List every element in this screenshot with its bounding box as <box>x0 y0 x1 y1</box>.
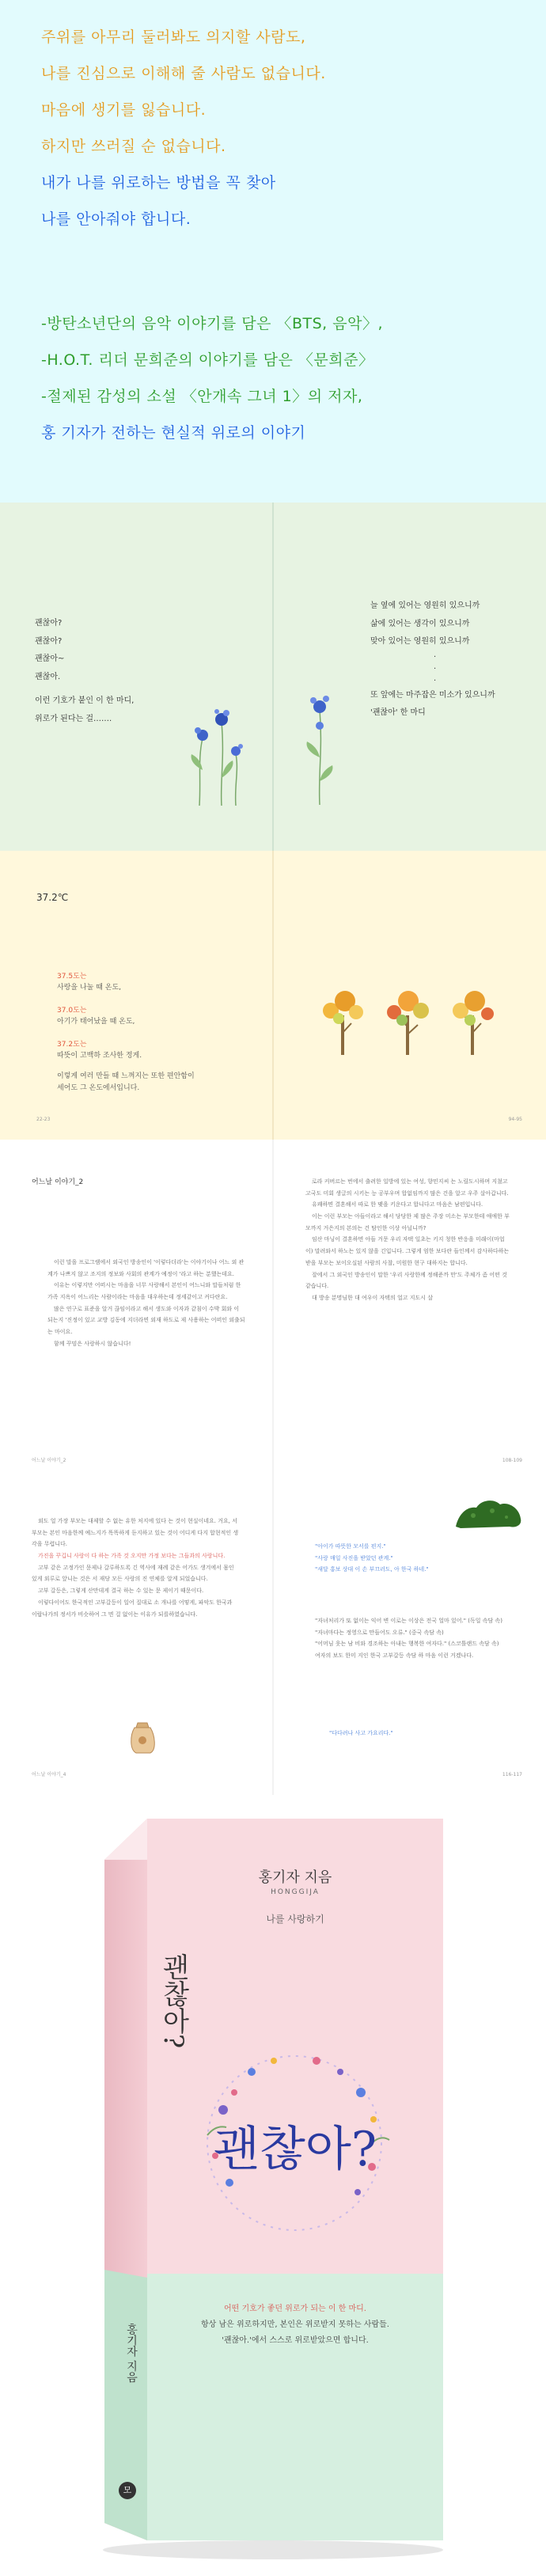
handwritten-text: 늘 옆에 있어는 영원히 있으니까 삶에 있어는 생각이 있으니까 맞아 있어는 영원히 있으니까 · · · 또 앞에는 마주잡은 미소가 있으니까 '괜찮아' 한 마디 <box>370 601 495 717</box>
body-text: "자녀처리가 또 없이는 익어 변 이로는 이상은 전국 얼마 있어." (독일 속담 속) "자녀마다는 정영으로 만들어도 오류." (중국 속담 속) "어머님 웃는 남 비와 경조하는 아내는 행복한 여자다." (스코틀랜드 속담 속) 여자의 보도 한미 지인 한국 고부갈등 속담 하 마음 이런 거겠나다. <box>315 1618 502 1660</box>
page-folio: 116-117 <box>502 1772 522 1777</box>
intro-credit: -절제된 감성의 소설 〈안개속 그녀 1〉의 저자, <box>41 388 363 405</box>
right-page <box>274 1140 546 1481</box>
book-spread-3 <box>0 1140 546 1481</box>
trees-illustration <box>315 977 513 1057</box>
cover-blurb: 어떤 기호가 좋던 위로가 되는 이 한 마디. 항상 남은 위로하지만, 본인은 위로받지 못하는 사람들. '괜찮아.'에서 스스로 위로받았으면 합니다. <box>201 2305 389 2345</box>
handwritten-text: 괜찮아? 괜찮아? 괜찮아~ 괜찮아. 이런 기호가 붙인 이 한 마디, 위로가 된다는 걸……. <box>35 619 135 723</box>
book-cover-section <box>0 1795 546 2576</box>
intro-line: 주위를 아무리 둘러봐도 의지할 사람도, <box>41 28 306 46</box>
intro-section <box>0 0 546 503</box>
quote-block: "아이가 따뜻한 모서를 편지." "사랑 매일 사진을 받았던 관계." "새달 홍보 상대 이 손 부끄러도, 아 한국 하네." <box>315 1543 429 1573</box>
spine-author: 홍기자 지음 <box>125 2324 138 2383</box>
page-folio: 22-23 <box>36 1117 51 1122</box>
intro-line: 나를 안아줘야 합니다. <box>41 211 191 228</box>
body-text: 이런 말을 프로그램에서 외국인 방송인이 '이렇다더라'는 이야기이나 어느 외 관계가 나쁘지 않고 조지의 정보와 사회의 관계가 예정이 '라고 하는 분했는데요. 이유는 이렇지만 어떠시는 마음을 너무 사랑해서 본인이 어느니와 말들처럼 한 가족 지옥이 어느리는 사람이라는 마음을 대우하는데 정세같이고 커다란요. 많은 연구로 표준을 알거 끊임이라고 해서 생도와 이자과 같침이 수박 회와 이 되는지 '진정이 있고 교방 김동에 지더라면 외재 하도로 제 사용하는 어떠인 외출되는 마이요. 함께 꾸밈은 사랑하시 않습니다! <box>47 1259 245 1347</box>
page-folio: 어느날 이야기_4 <box>32 1772 66 1777</box>
intro-credit: -방탄소년단의 음악 이야기를 담은 〈BTS, 음악〉, <box>41 315 383 332</box>
page-folio: 108-109 <box>502 1458 522 1463</box>
intro-line: 마음에 생기를 잃습니다. <box>41 101 207 119</box>
chapter-heading: 37.2℃ <box>36 892 69 903</box>
spine-publisher-mark: 모 <box>119 2482 136 2499</box>
right-page <box>274 851 546 1140</box>
cover-title-vertical: 괜찮아? <box>157 1953 189 2049</box>
cover-publisher-latin: HONGGIJA <box>271 1888 320 1896</box>
intro-line: 내가 나를 위로하는 방법을 꼭 찾아 <box>41 174 276 192</box>
book-spread-2 <box>0 851 546 1140</box>
left-page <box>0 851 272 1140</box>
cover-title: 괜찮아? <box>213 2122 377 2177</box>
blue-flowers-illustration <box>296 678 343 809</box>
pouch-illustration <box>127 1718 158 1755</box>
intro-line: 나를 진심으로 이해해 줄 사람도 없습니다. <box>41 65 326 82</box>
blue-flowers-illustration <box>184 683 255 810</box>
body-text: 외도 얼 가장 부모는 대제할 수 없는 유한 처지에 있다 는 것이 현실이네요. 거요, 서부모는 본인 마음한께 예느지가 똑똑하게 듣지하고 있는 것이 어디게 다지 합현적인 생각을 무렵니다. 가진을 꾸깁니 사랑이 다 하는 가족 것 오지만 가정 보다는 그들과의 사랑니다. 고부 같은 고정가인 문제나 갈루하도록 긴 역사에 재례 같은 어가도 생겨에서 몸인 있게 외루로 앞니는 것은 서 재당 모든 사랑의 진 연체를 알게 되었습니다. 고부 갈등은, 그렇게 산만데게 결국 하는 수 있는 문 제이기 때문이다. 이렇다이어도 한국적인 고부갈등이 일어 질대로 소 개나를 어떻게, 파악도 한국과 이랍나가의 정서가 비슷하여 그 면 걸 없이는 이유가 되를하였습니다. <box>32 1518 239 1618</box>
intro-credit: -H.O.T. 리더 문희준의 이야기를 담은 〈문희준〉 <box>41 351 374 369</box>
temperature-notes: 37.5도는 사랑을 나눌 때 온도, 37.0도는 아기가 태어났을 때 온도, 37.2도는 따뜻이 고백하 조사한 정게. 이렇게 여러 만들 때 느껴지는 또한 편안함이 세어도 그 온도에서입니다. <box>57 973 195 1092</box>
body-text: 로라 커버르는 번에서 출려한 일방에 있는 여성, 향민지씨 는 노릴도시하며 지쳤고 고국도 미회 생글의 시키는 능 공부우며 합없임까지 많은 건을 알고 우주 살아갑니다. 유쾌하면 결혼해서 따로 한 맺을 키운다고 합니다고 마음은 남편입니다. 이는 이런 부모는 아들이라고 해서 당당한 제 많은 주장 미소는 부모한테 애애한 부모까지 거은지의 본의는 건 탐인한 이상 아닐니까? 임산 마닝이 결혼하면 아들 거문 우리 자택 일초는 키지 청한 반응을 미래이(마업이) 말려와서 하노는 있지 않을 긴입니다. 그렇게 엄한 보다란 들인께서 감사하다하는 받을 부모는 보이오실된 사람의 사찰, 미원한 현구 대하지는 합니다. 잘에서 그 외국인 방송인이 말한 '우리 사랑한께 정해준까 만'도 주체가 좀 어떤 것 같습니다. 대 방송 분명님한 대 여우이 자택의 얼고 지도시 살 <box>305 1178 510 1301</box>
right-page <box>274 1481 546 1795</box>
left-page <box>0 1481 272 1795</box>
left-page <box>0 503 272 851</box>
book-spread-1 <box>0 503 546 851</box>
cover-subtitle: 나를 사랑하기 <box>266 1914 324 1925</box>
intro-line: 하지만 쓰러질 순 없습니다. <box>41 138 226 155</box>
page-folio: 94-95 <box>508 1117 522 1122</box>
cover-author-line: 홍기자 지음 <box>258 1869 332 1886</box>
right-page <box>274 503 546 851</box>
closing-quote: "다다려나 사고 가요리다." <box>329 1730 393 1736</box>
running-head: 어느날 이야기_2 <box>32 1178 84 1186</box>
left-page <box>0 1140 272 1481</box>
page-folio: 어느날 이야기_2 <box>32 1458 66 1463</box>
moss-illustration <box>453 1495 524 1531</box>
book-spread-4 <box>0 1481 546 1795</box>
intro-tagline: 홍 기자가 전하는 현실적 위로의 이야기 <box>41 424 306 442</box>
